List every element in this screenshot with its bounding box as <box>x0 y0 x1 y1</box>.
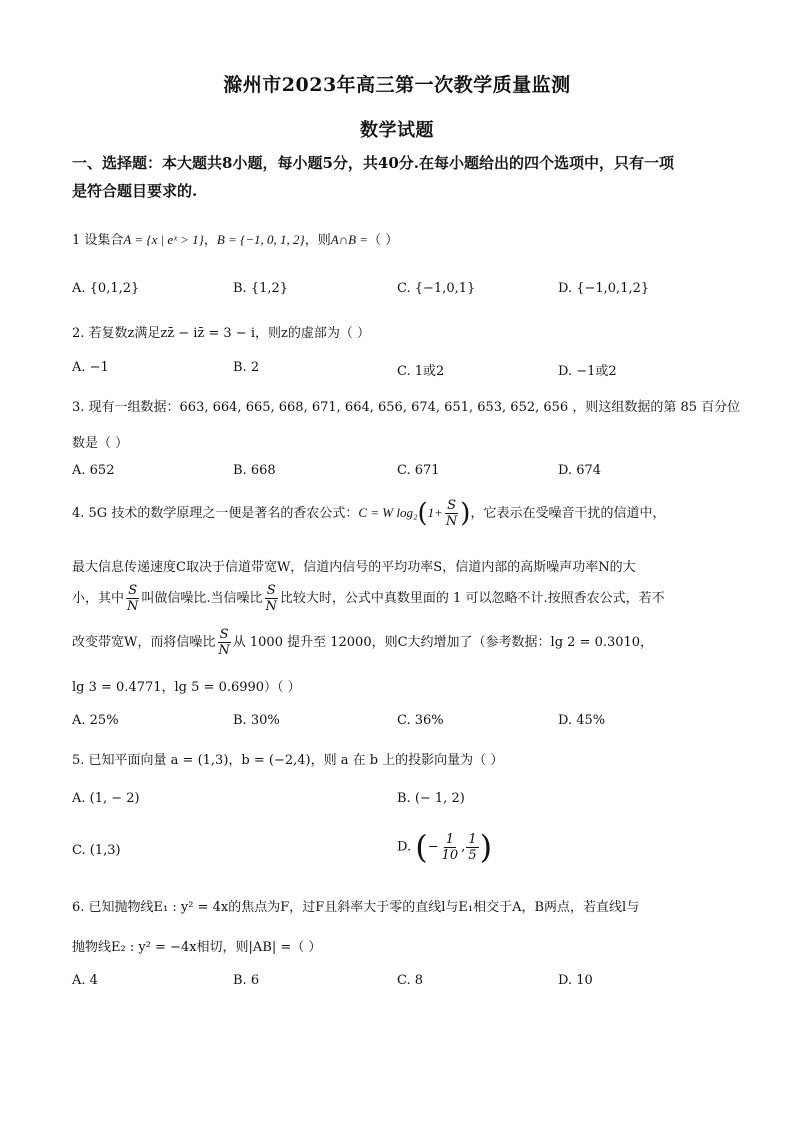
q1-set-b: B = {−1, 0, 1, 2} <box>216 232 305 247</box>
q6-option-d: D. 10 <box>558 973 593 988</box>
q4-frac2-den: N <box>127 599 139 614</box>
q5-option-b: B. (− 1, 2) <box>397 791 465 806</box>
question-6-line1: 6. 已知抛物线E₁ : y² = 4x的焦点为F，过F且斜率大于零的直线l与E₁相交于A，B两点，若直线l与 <box>72 900 640 915</box>
q4-line3-a: 小，其中 <box>72 591 125 606</box>
exam-title: 滁州市2023年高三第一次教学质量监测 <box>223 74 571 96</box>
q4-option-c: C. 36% <box>397 713 444 728</box>
q2-option-c: C. 1或2 <box>397 364 445 379</box>
question-4-line5: lg 3 = 0.4771，lg 5 = 0.6990）（ ） <box>72 680 301 695</box>
question-4-line2: 最大信息传递速度C取决于信道带宽W，信道内信号的平均功率S，信道内部的高斯噪声功率N的大 <box>72 560 636 575</box>
q3-option-a: A. 652 <box>72 463 115 478</box>
q5-option-a: A. (1, − 2) <box>72 791 140 806</box>
question-4-line1 <box>72 498 665 529</box>
q4-frac-den: N <box>445 514 458 529</box>
q4-frac4-num: S <box>219 627 229 642</box>
q4-snr-fraction <box>444 498 459 529</box>
question-5: 5. 已知平面向量 a = (1,3)，b = (−2,4)，则 a 在 b 上的投影向量为（ ） <box>72 753 504 768</box>
q4-line4-a: 改变带宽W，而将信噪比 <box>72 635 216 650</box>
q1-expr: A∩B = <box>330 232 369 247</box>
q4-option-b: B. 30% <box>233 713 280 728</box>
q5-d-frac2-num: 1 <box>468 831 477 847</box>
q4-frac4-den: N <box>218 643 230 658</box>
q4-frac3-den: N <box>265 599 277 614</box>
q5-option-c: C. (1,3) <box>72 843 121 858</box>
question-6-line2: 抛物线E₂ : y² = −4x相切，则|AB| =（ ） <box>72 940 322 955</box>
q2-option-a: A. −1 <box>72 360 109 375</box>
q1-set-a: A = {x | eˣ > 1} <box>123 232 204 247</box>
question-3-line2: 数是（ ） <box>72 436 129 451</box>
q1-option-b: B. {1,2} <box>233 281 289 296</box>
q2-option-d: D. −1或2 <box>558 364 617 379</box>
q6-option-c: C. 8 <box>397 973 424 988</box>
q1-sep: ， <box>203 233 217 248</box>
section-instructions-line1: 一、选择题：本大题共8小题，每小题5分，共40分.在每小题给出的四个选项中，只有一项 <box>72 154 674 172</box>
question-1 <box>72 229 398 248</box>
q1-text-a: 1 设集合 <box>72 233 124 248</box>
q6-option-a: A. 4 <box>72 973 98 988</box>
q1-text-b: ，则 <box>304 233 331 248</box>
q4-option-a: A. 25% <box>72 713 119 728</box>
question-3-line1: 3. 现有一组数据：663, 664, 665, 668, 671, 664, 656, 674, 651, 653, 652, 656 ，则这组数据的第 85 百分位 <box>72 400 741 415</box>
question-4-line3 <box>72 583 665 614</box>
q4-snr-fraction-2 <box>125 583 140 614</box>
q5-d-minus: − <box>427 839 439 855</box>
q5-d-comma: , <box>461 839 466 855</box>
q4-frac-num: S <box>447 498 457 513</box>
q6-option-b: B. 6 <box>233 973 260 988</box>
question-2: 2. 若复数z满足zz̄ − iz̄ = 3 − i，则z的虚部为（ ） <box>72 326 370 341</box>
q3-option-d: D. 674 <box>558 463 602 478</box>
q4-snr-fraction-3 <box>264 583 279 614</box>
q4-line1-pre: 4. 5G 技术的数学原理之一便是著名的香农公式： <box>72 506 359 521</box>
q5-d-frac1-den: 10 <box>441 847 459 863</box>
q4-left-paren: ( <box>417 498 428 529</box>
q1-option-d: D. {−1,0,1,2} <box>558 281 650 296</box>
q4-frac2-num: S <box>128 583 138 598</box>
q1-option-c: C. {−1,0,1} <box>397 281 476 296</box>
q1-option-a: A. {0,1,2} <box>72 281 140 296</box>
q4-line3-c: 比较大时，公式中真数里面的 1 可以忽略不计.按照香农公式，若不 <box>279 591 665 606</box>
q5-d-frac1 <box>440 832 461 863</box>
section-instructions-line2: 是符合题目要求的. <box>72 182 198 200</box>
exam-subtitle: 数学试题 <box>360 120 434 141</box>
q4-right-paren: ) <box>460 498 471 529</box>
q3-option-c: C. 671 <box>397 463 440 478</box>
question-4-line4 <box>72 627 653 658</box>
q2-option-b: B. 2 <box>233 360 260 375</box>
q1-paren: （ ） <box>368 233 399 248</box>
q4-snr-fraction-4 <box>216 627 231 658</box>
q5-d-frac2 <box>466 832 478 863</box>
q4-line4-b: 从 1000 提升至 12000，则C大约增加了（参考数据：lg 2 = 0.3010， <box>232 635 654 650</box>
q4-option-d: D. 45% <box>558 713 606 728</box>
q4-one-plus: 1+ <box>427 505 443 520</box>
q5-d-left-paren: ( <box>415 828 428 866</box>
q4-line1-post: ，它表示在受噪音干扰的信道中， <box>470 506 666 521</box>
q5-d-right-paren: ) <box>479 828 493 866</box>
q5-option-d-label: D. <box>397 839 412 855</box>
q5-d-frac2-den: 5 <box>468 847 477 863</box>
q4-shannon-formula: C = W log₂ <box>358 505 418 520</box>
q5-d-frac1-num: 1 <box>445 831 455 847</box>
q3-option-b: B. 668 <box>233 463 276 478</box>
q5-option-d <box>397 828 492 866</box>
q4-frac3-num: S <box>266 583 276 598</box>
q4-line3-b: 叫做信噪比.当信噪比 <box>141 591 263 606</box>
